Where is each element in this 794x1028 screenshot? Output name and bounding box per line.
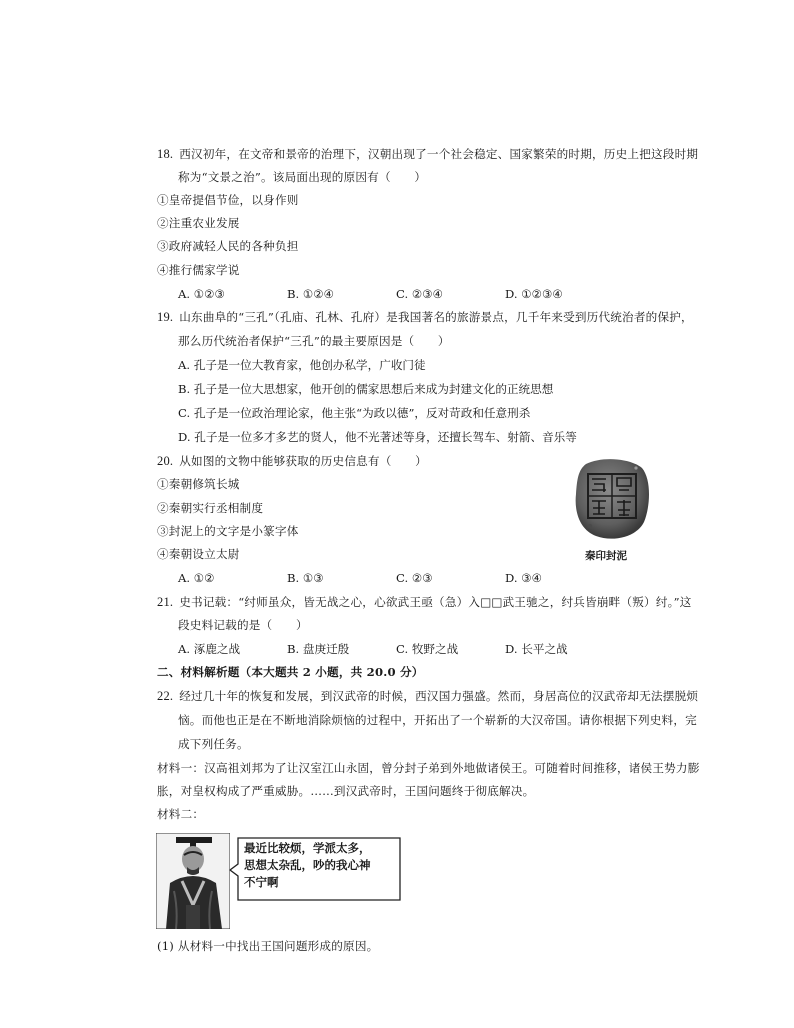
emperor-portrait-image [156,833,230,929]
q18-option-a[interactable]: A. ①②③ [178,287,225,301]
q22-material1-line1: 材料一：汉高祖刘邦为了让汉室江山永固，曾分封子弟到外地做诸侯王。可随着时间推移，诸侯王势力膨 [157,761,700,775]
q19-option-d[interactable]: D. 孔子是一位多才多艺的贤人，他不光著述等身，还擅长驾车、射箭、音乐等 [178,430,577,444]
q20-number: 20. [157,454,174,468]
q21-option-b[interactable]: B. 盘庚迁殷 [287,642,350,656]
q21-number: 21. [157,595,174,609]
q20-option-a[interactable]: A. ①② [178,571,215,585]
q20-item-3: ③封泥上的文字是小篆字体 [157,524,299,538]
q18-item-1: ①皇帝提倡节俭，以身作则 [157,193,299,207]
q21-option-d[interactable]: D. 长平之战 [505,642,568,656]
q20-option-c[interactable]: C. ②③ [396,571,433,585]
q18-item-3: ③政府减轻人民的各种负担 [157,239,299,253]
q22-stem-line3: 成下列任务。 [178,737,249,751]
q21-option-a[interactable]: A. 涿鹿之战 [178,642,241,656]
q22-material2-label: 材料二： [157,807,205,821]
q19-option-c[interactable]: C. 孔子是一位政治理论家，他主张“为政以德”，反对苛政和任意刑杀 [178,406,531,420]
q21-stem-line2: 段史料记载的是（ ） [178,618,308,632]
qin-seal-clay-image [572,456,652,542]
q18-item-2: ②注重农业发展 [157,216,240,230]
q22-task1: (1) 从材料一中找出王国问题形成的原因。 [157,939,379,953]
q18-option-d[interactable]: D. ①②③④ [505,287,563,301]
q18-number: 18. [157,147,174,161]
q19-option-a[interactable]: A. 孔子是一位大教育家，他创办私学，广收门徒 [178,358,426,372]
q20-item-1: ①秦朝修筑长城 [157,477,240,491]
q18-stem-line1: 18. 西汉初年，在文帝和景帝的治理下，汉朝出现了一个社会稳定、国家繁荣的时期，历史上把这段时期 [157,147,699,161]
q18-option-b[interactable]: B. ①②④ [287,287,335,301]
q20-item-2: ②秦朝实行丞相制度 [157,501,264,515]
bubble-line-3: 不宁啊 [244,875,279,889]
q20-option-d[interactable]: D. ③④ [505,571,543,585]
q20-stem-line1: 20. 从如图的文物中能够获取的历史信息有（ ） [157,454,427,468]
bubble-line-2: 思想太杂乱，吵的我心神 [244,858,371,872]
seal-caption: 秦印封泥 [585,550,627,562]
q19-stem-line1: 19. 山东曲阜的“三孔”（孔庙、孔林、孔府）是我国著名的旅游景点，几千年来受到历代统治者的保护， [157,310,693,324]
speech-bubble-text [244,840,394,891]
q20-item-4: ④秦朝设立太尉 [157,547,240,561]
q21-stem-line1: 21. 史书记载：“纣师虽众，皆无战之心，心欲武王亟（急）入□□武王驰之，纣兵皆崩畔（叛）纣。”这 [157,595,692,609]
q22-material1-line2: 胀，对皇权构成了严重威胁。……到汉武帝时，王国问题终于彻底解决。 [157,784,535,798]
section2-heading: 二、材料解析题（本大题共 2 小题，共 20.0 分） [157,665,424,679]
q18-item-4: ④推行儒家学说 [157,263,240,277]
q18-option-c[interactable]: C. ②③④ [396,287,444,301]
q19-option-b[interactable]: B. 孔子是一位大思想家，他开创的儒家思想后来成为封建文化的正统思想 [178,382,554,396]
q22-stem-line2: 恼。而他也正是在不断地消除烦恼的过程中，开拓出了一个崭新的大汉帝国。请你根据下列史料，完 [178,713,697,727]
q19-stem-line2: 那么历代统治者保护“三孔”的最主要原因是（ ） [178,334,450,348]
q22-stem-line1: 22. 经过几十年的恢复和发展，到汉武帝的时候，西汉国力强盛。然而，身居高位的汉武帝却无法摆脱烦 [157,689,699,703]
q21-option-c[interactable]: C. 牧野之战 [396,642,459,656]
q18-stem-line2: 称为“文景之治”。该局面出现的原因有（ ） [178,170,427,184]
q22-number: 22. [157,689,174,703]
bubble-line-1: 最近比较烦，学派太多， [244,841,371,855]
q20-option-b[interactable]: B. ①③ [287,571,324,585]
q19-number: 19. [157,310,174,324]
